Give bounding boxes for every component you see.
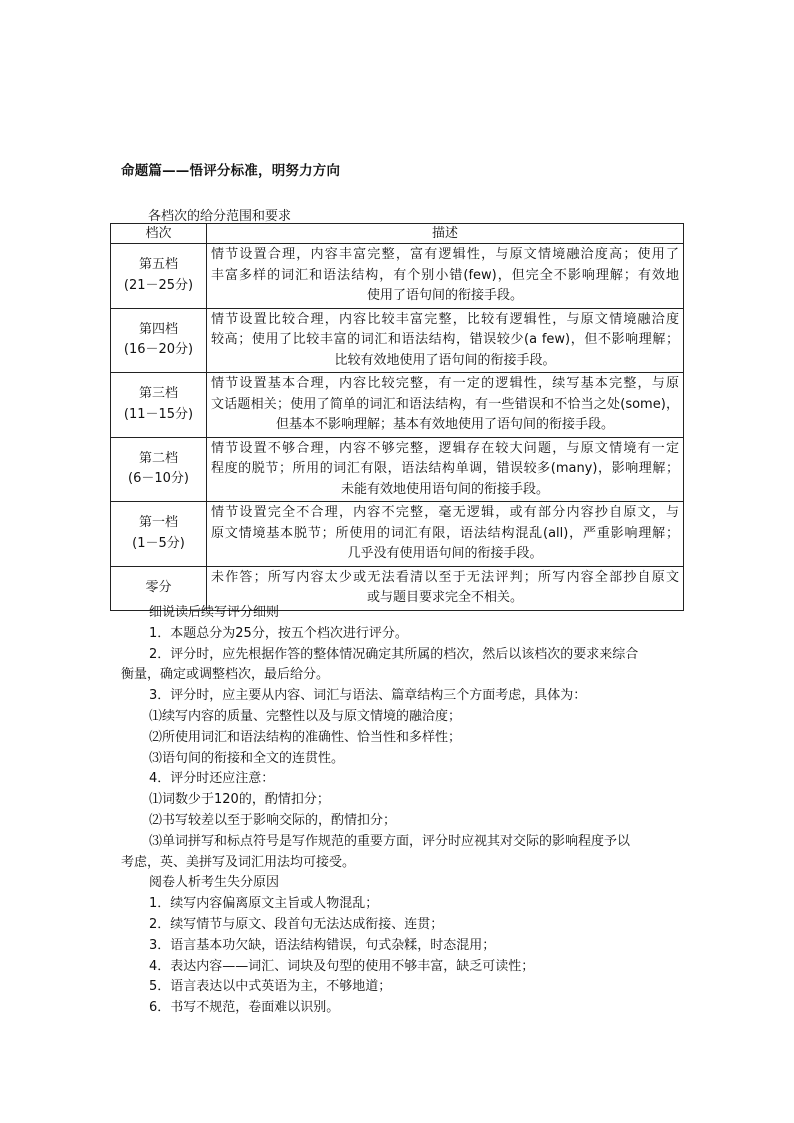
paragraph-line: ⑶单词拼写和标点符号是写作规范的重要方面，评分时应视其对交际的影响程度予以 bbox=[149, 833, 631, 849]
description-line: 未能有效地使用语句间的衔接手段。 bbox=[340, 481, 549, 497]
paragraph-line: 6．书写不规范，卷面难以识别。 bbox=[149, 1000, 340, 1016]
header-level: 档次 bbox=[111, 224, 207, 244]
description-line: 原文情境基本脱节；所使用的词汇有限，语法结构混乱(all)，严重影响理解； bbox=[211, 525, 679, 541]
level-name: 第一档 bbox=[138, 515, 178, 531]
table-row bbox=[111, 502, 684, 567]
description-line: 情节设置合理，内容丰富完整，富有逻辑性，与原文情境融洽度高；使用了 bbox=[211, 247, 679, 262]
body-text bbox=[121, 603, 681, 1019]
description-line: 使用了语句间的衔接手段。 bbox=[366, 288, 523, 303]
description-line: 情节设置比较合理，内容比较丰富完整，比较有逻辑性，与原文情境融洽度 bbox=[211, 311, 679, 327]
paragraph-line: ⑵所使用词汇和语法结构的准确性、恰当性和多样性； bbox=[149, 729, 462, 745]
paragraph-line: ⑵书写较差以至于影响交际的，酌情扣分； bbox=[149, 812, 397, 828]
paragraph-line: 3．语言基本功欠缺，语法结构错误，句式杂糅，时态混用； bbox=[149, 937, 496, 953]
level-cell bbox=[111, 437, 207, 502]
level-cell bbox=[111, 308, 207, 373]
paragraph-line: 4．表达内容——词汇、词块及句型的使用不够丰富，缺乏可读性； bbox=[149, 958, 535, 974]
description-line: 程度的脱节；所用的词汇有限，语法结构单调，错误较多(many)，影响理解； bbox=[211, 461, 679, 476]
description-line: 情节设置不够合理，内容不够完整，逻辑存在较大问题，与原文情境有一定 bbox=[211, 440, 679, 456]
table-row bbox=[111, 244, 684, 309]
description-line: 情节设置基本合理，内容比较完整，有一定的逻辑性，续写基本完整，与原 bbox=[211, 376, 679, 391]
table-row bbox=[111, 308, 684, 373]
table-caption: 各档次的给分范围和要求 bbox=[148, 209, 292, 224]
description-line: 情节设置完全不合理，内容不完整，毫无逻辑，或有部分内容抄自原文，与 bbox=[211, 505, 679, 520]
paragraph-line: 4．评分时还应注意： bbox=[149, 771, 275, 787]
table-row bbox=[111, 437, 684, 502]
paragraph-line: 衡量，确定或调整档次，最后给分。 bbox=[121, 667, 330, 683]
description-cell bbox=[207, 308, 684, 373]
level-cell bbox=[111, 373, 207, 438]
header-description: 描述 bbox=[207, 224, 684, 244]
paragraph-line: 阅卷人析考生失分原因 bbox=[149, 875, 280, 891]
paragraph-line: ⑴词数少于120的，酌情扣分； bbox=[149, 792, 330, 808]
description-line: 未作答；所写内容太少或无法看清以至于无法评判；所写内容全部抄自原文 bbox=[211, 569, 679, 585]
level-cell bbox=[111, 502, 207, 567]
grading-table bbox=[110, 223, 684, 611]
description-line: 丰富多样的词汇和语法结构，有个别小错(few)，但完全不影响理解；有效地 bbox=[211, 267, 679, 283]
level-name: 第二档 bbox=[138, 450, 178, 466]
level-range: (11－15分) bbox=[123, 406, 194, 422]
description-cell bbox=[207, 437, 684, 502]
description-line: 或与题目要求完全不相关。 bbox=[366, 590, 523, 605]
description-line: 几乎没有使用语句间的衔接手段。 bbox=[347, 546, 543, 561]
level-name: 第五档 bbox=[138, 257, 178, 273]
paragraph-line: ⑴续写内容的质量、完整性以及与原文情境的融洽度； bbox=[149, 708, 462, 724]
description-cell bbox=[207, 502, 684, 567]
level-range: (16－20分) bbox=[123, 342, 194, 358]
table-header-row bbox=[111, 224, 684, 244]
paragraph-line: 考虑，英、美拼写及词汇用法均可接受。 bbox=[121, 854, 356, 870]
level-name: 第三档 bbox=[138, 386, 178, 402]
paragraph-line: 1．续写内容偏离原文主旨或人物混乱； bbox=[149, 896, 379, 912]
level-range: (21－25分) bbox=[123, 277, 194, 293]
paragraph-line: 2．评分时，应先根据作答的整体情况确定其所属的档次，然后以该档次的要求来综合 bbox=[149, 646, 639, 662]
level-cell bbox=[111, 244, 207, 309]
description-cell bbox=[207, 373, 684, 438]
description-cell bbox=[207, 244, 684, 309]
table-row bbox=[111, 373, 684, 438]
description-line: 文话题相关；使用了简单的词汇和语法结构，有一些错误和不恰当之处(some)， bbox=[211, 396, 679, 412]
level-range: (1－5分) bbox=[132, 535, 185, 551]
description-line: 比较有效地使用了语句间的衔接手段。 bbox=[334, 352, 556, 368]
level-range: (6－10分) bbox=[128, 471, 189, 487]
paragraph-line: 5．语言表达以中式英语为主，不够地道； bbox=[149, 979, 392, 995]
section-heading: 命题篇——悟评分标准，明努力方向 bbox=[121, 163, 341, 179]
paragraph-line: 1．本题总分为25分，按五个档次进行评分。 bbox=[149, 625, 408, 641]
paragraph-line: 细说读后续写评分细则 bbox=[149, 605, 280, 620]
paragraph-line: 3．评分时，应主要从内容、词汇与语法、篇章结构三个方面考虑，具体为： bbox=[149, 688, 587, 704]
paragraph-line: 2．续写情节与原文、段首句无法达成衔接、连贯； bbox=[149, 916, 444, 932]
level-name: 零分 bbox=[145, 579, 172, 595]
level-name: 第四档 bbox=[138, 321, 178, 337]
paragraph-line: ⑶语句间的衔接和全文的连贯性。 bbox=[149, 750, 345, 766]
description-line: 较高；使用了比较丰富的词汇和语法结构，错误较少(a few)，但不影响理解； bbox=[211, 332, 679, 347]
description-line: 但基本不影响理解；基本有效地使用了语句间的衔接手段。 bbox=[275, 417, 614, 432]
